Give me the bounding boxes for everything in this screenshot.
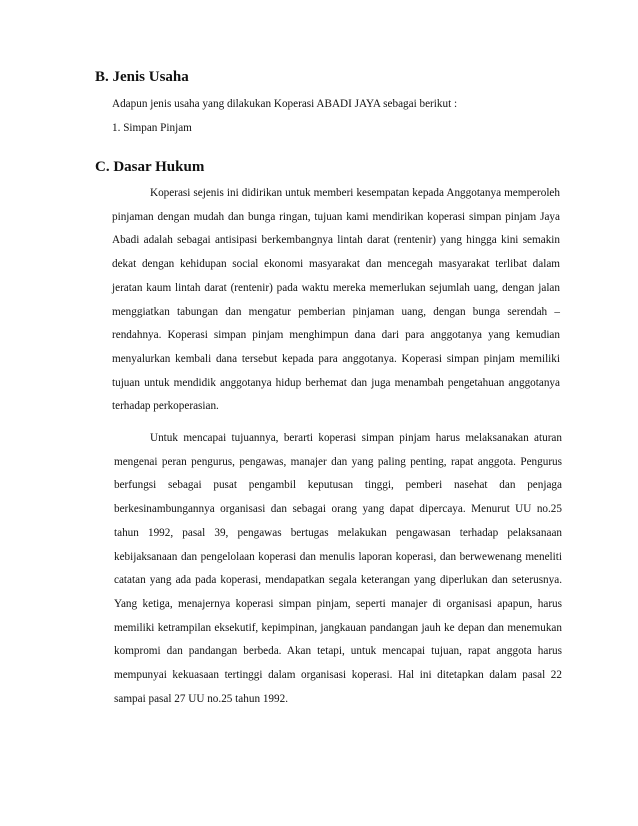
section-c-paragraph-1: Koperasi sejenis ini didirikan untuk memberi kesempatan kepada Anggotanya memperoleh pinjaman dengan mudah dan bunga ringan, tujuan kami mendirikan koperasi simpan pinjam Jaya Abadi adalah sebagai antisipasi berkembangnya lintah darat (rentenir) yang hingga kini semakin dekat dengan kehidupan social ekonomi masyarakat dan mencegah masyarakat terlibat dalam jeratan kaum lintah darat (rentenir) pada waktu mereka memerlukan sejumlah uang, dengan jalan menggiatkan tabungan dan mengatur pemberian pinjaman uang, dengan bunga serendah – rendahnya. Koperasi simpan pinjam menghimpun dana dari para anggotanya yang kemudian menyalurkan kembali dana tersebut kepada para anggotanya. Koperasi simpan pinjam memiliki tujuan untuk mendidik anggotanya hidup berhemat dan juga menambah pengetahuan anggotanya terhadap perkoperasian.	[112, 187, 560, 413]
section-c-heading: C. Dasar Hukum	[95, 159, 205, 175]
section-b-intro: Adapun jenis usaha yang dilakukan Koperasi ABADI JAYA sebagai berikut :	[112, 98, 458, 110]
section-c-paragraph-2: Untuk mencapai tujuannya, berarti koperasi simpan pinjam harus melaksanakan aturan mengenai peran pengurus, pengawas, manajer dan yang paling penting, rapat anggota. Pengurus berfungsi sebagai pusat pengambil keputusan tinggi, pemberi nasehat dan penjaga berkesinambungannya organisasi dan sebagai orang yang dapat dipercaya. Menurut UU no.25 tahun 1992, pasal 39, pengawas bertugas melakukan pengawasan terhadap pelaksanaan kebijaksanaan dan pengelolaan koperasi dan menulis laporan koperasi, dan berwewenang meneliti catatan yang ada pada koperasi, mendapatkan segala keterangan yang diperlukan dan seterusnya. Yang ketiga, menajernya koperasi simpan pinjam, seperti manajer di organisasi apapun, harus memiliki ketrampilan eksekutif, kepimpinan, jangkauan pandangan jauh ke depan dan menemukan kompromi dan pandangan berbeda. Akan tetapi, untuk mencapai tujuan, rapat anggota harus mempunyai kekuasaan tertinggi dalam organisasi koperasi. Hal ini ditetapkan dalam pasal 22 sampai pasal 27 UU no.25 tahun 1992.	[114, 432, 562, 705]
section-b-list-item: 1. Simpan Pinjam	[112, 122, 192, 134]
section-b-heading: B. Jenis Usaha	[95, 69, 189, 85]
